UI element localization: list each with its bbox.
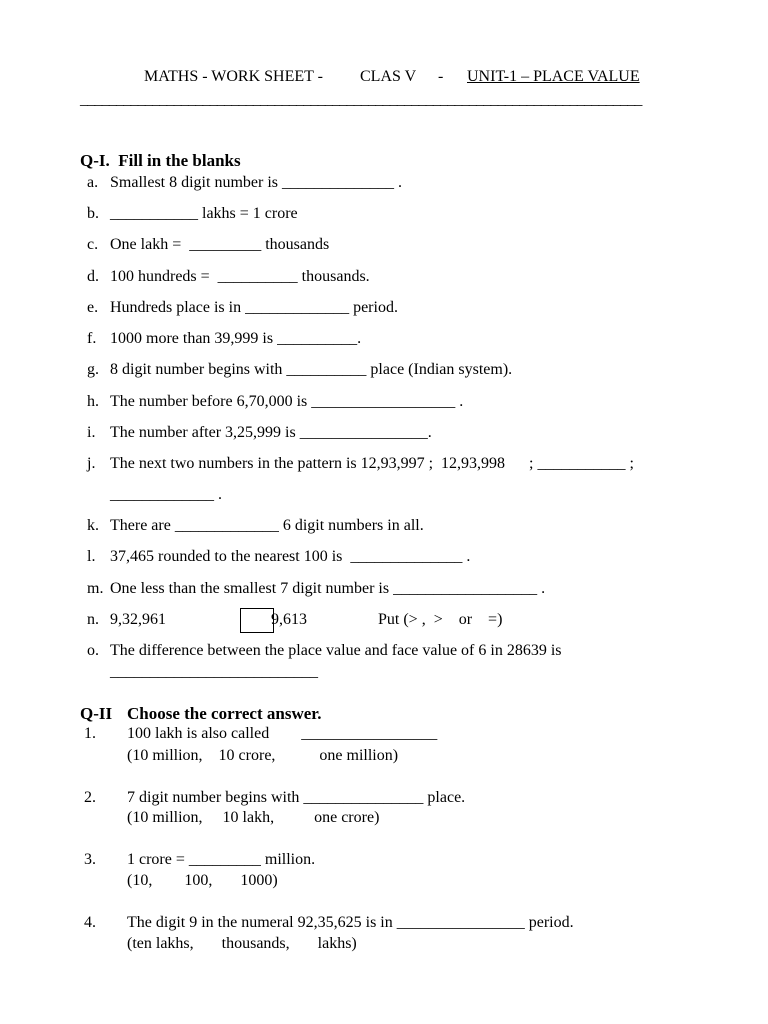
item-label: n.: [87, 611, 99, 628]
mcq-options: (10 million, 10 lakh, one crore): [127, 809, 380, 826]
compare-left-number: 9,32,961: [110, 611, 166, 628]
item-label: d.: [87, 268, 99, 285]
mcq-question: 1 crore = _________ million.: [127, 851, 316, 868]
item-label: l.: [87, 548, 96, 565]
item-label: m.: [87, 580, 104, 597]
item-label: h.: [87, 393, 99, 410]
section2-heading: Choose the correct answer.: [127, 704, 322, 723]
fill-blank-question: Hundreds place is in _____________ period.: [110, 299, 398, 316]
question-number: 3.: [84, 851, 96, 868]
section2-heading-number: Q-II: [80, 704, 113, 723]
fill-blank-question: The next two numbers in the pattern is 12,93,997 ; 12,93,998 ; ___________ ;: [110, 455, 634, 472]
fill-blank-continuation: __________________________: [110, 663, 318, 680]
mcq-options: (10, 100, 1000): [127, 872, 278, 889]
worksheet-title: MATHS - WORK SHEET -: [144, 68, 323, 85]
question-number: 1.: [84, 725, 96, 742]
comparison-answer-box[interactable]: [240, 608, 274, 633]
section1-heading: Q-I. Fill in the blanks: [80, 151, 241, 170]
item-label: o.: [87, 642, 99, 659]
mcq-options: (ten lakhs, thousands, lakhs): [127, 935, 357, 952]
fill-blank-question: 37,465 rounded to the nearest 100 is ______________ .: [110, 548, 471, 565]
question-number: 4.: [84, 914, 96, 931]
mcq-question: The digit 9 in the numeral 92,35,625 is in ________________ period.: [127, 914, 574, 931]
item-label: f.: [87, 330, 97, 347]
item-label: c.: [87, 236, 99, 253]
item-label: g.: [87, 361, 99, 378]
fill-blank-question: There are _____________ 6 digit numbers in all.: [110, 517, 424, 534]
compare-instruction: Put (> , > or =): [378, 611, 503, 628]
fill-blank-continuation: _____________ .: [110, 486, 222, 503]
item-label: j.: [87, 455, 96, 472]
mcq-options: (10 million, 10 crore, one million): [127, 747, 399, 764]
fill-blank-question: 100 hundreds = __________ thousands.: [110, 268, 370, 285]
compare-right-number: 9,613: [271, 611, 307, 628]
fill-blank-question: 8 digit number begins with __________ place (Indian system).: [110, 361, 513, 378]
item-label: i.: [87, 424, 96, 441]
fill-blank-question: The number after 3,25,999 is ________________.: [110, 424, 432, 441]
fill-blank-question: 1000 more than 39,999 is __________.: [110, 330, 362, 347]
header-rule: ______________________________________________________________________________: [80, 91, 642, 108]
fill-blank-question: ___________ lakhs = 1 crore: [110, 205, 298, 222]
mcq-question: 7 digit number begins with _______________ place.: [127, 789, 466, 806]
fill-blank-question: One lakh = _________ thousands: [110, 236, 330, 253]
item-label: k.: [87, 517, 99, 534]
class-label: CLAS V: [360, 68, 417, 85]
item-label: a.: [87, 174, 99, 191]
fill-blank-question: The number before 6,70,000 is __________________ .: [110, 393, 464, 410]
mcq-question: 100 lakh is also called _________________: [127, 725, 438, 742]
fill-blank-question: The difference between the place value and face value of 6 in 28639 is: [110, 642, 562, 659]
item-label: e.: [87, 299, 99, 316]
item-label: b.: [87, 205, 99, 222]
header-dash: -: [438, 68, 444, 85]
fill-blank-question: One less than the smallest 7 digit number is __________________ .: [110, 580, 546, 597]
unit-title: UNIT-1 – PLACE VALUE: [467, 68, 640, 85]
fill-blank-question: Smallest 8 digit number is ______________ .: [110, 174, 402, 191]
question-number: 2.: [84, 789, 96, 806]
